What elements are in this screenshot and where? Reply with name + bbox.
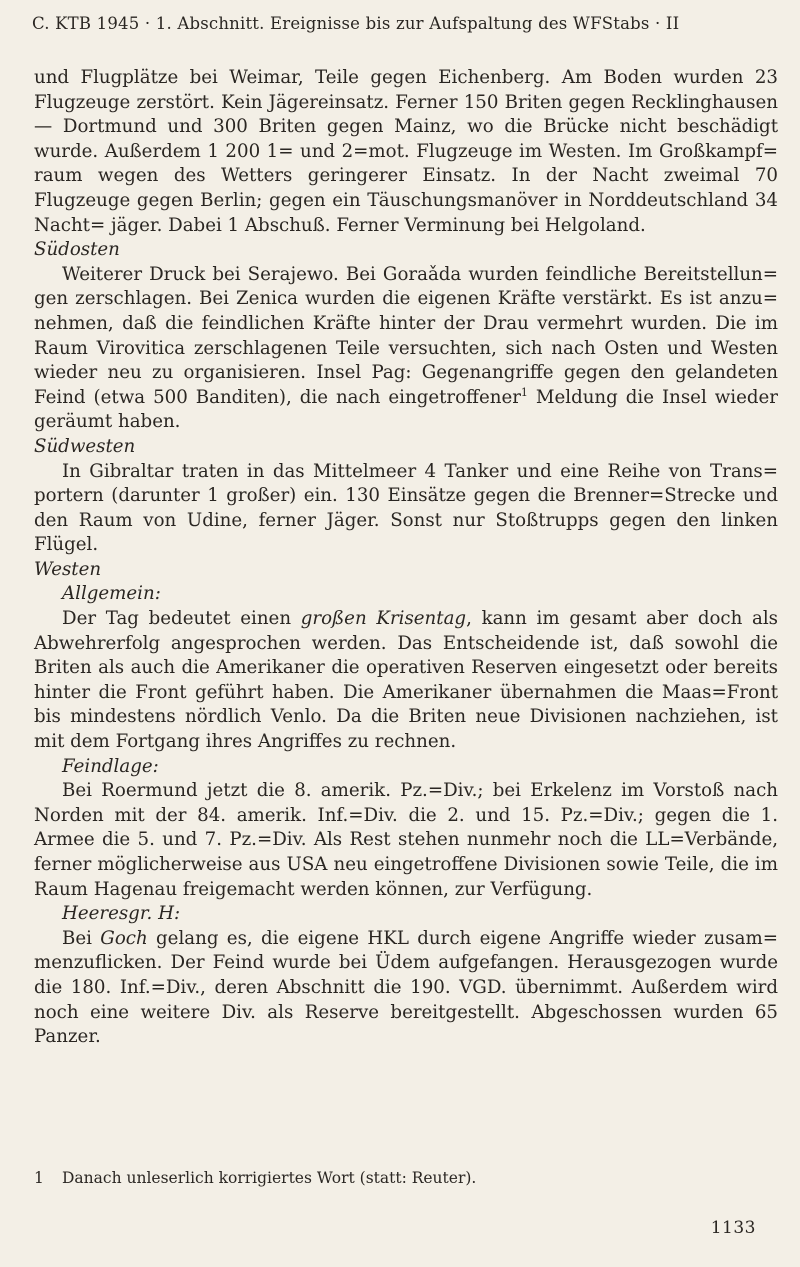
subheading-heeresgruppe-h: Heeresgr. H: — [62, 903, 181, 925]
paragraph-suedosten-tail: Meldung die Insel wieder geräumt haben. — [34, 386, 778, 433]
emphasis-goch: Goch — [100, 927, 148, 949]
paragraph-allgemein-start: Der Tag bedeutet einen — [62, 608, 301, 630]
paragraph-heeresgruppe-h — [34, 927, 778, 1050]
paragraph-suedosten — [34, 263, 778, 435]
main-text — [34, 66, 778, 1050]
section-heading-suedwesten: Südwesten — [34, 435, 136, 457]
footnote-number: 1 — [34, 1169, 44, 1187]
paragraph-suedwesten: In Gibraltar traten in das Mittelmeer 4 Tanker und eine Reihe von Trans= portern (darunter 1 großer) ein. 130 Einsätze gegen die Brenner=Strecke und den Raum von Udine, ferner Jäger. Sonst nur Stoßtrupps gegen den linken Flügel. — [34, 460, 778, 556]
paragraph-air-operations: und Flugplätze bei Weimar, Teile gegen Eichenberg. Am Boden wurden 23 Flugzeuge zerstört. Kein Jägereinsatz. Ferner 150 Briten gegen Recklinghausen — Dortmund und 300 Briten gegen Mainz, wo die Brücke nicht beschädigt wurde. Außerdem 1 200 1= und 2=mot. Flugzeuge im Westen. Im Großkampf= raum wegen des Wetters geringerer Einsatz. In der Nacht zweimal 70 Flugzeuge gegen Berlin; gegen ein Täuschungsmanöver in Norddeutschland 34 Nacht= jäger. Dabei 1 Abschuß. Ferner Verminung bei Helgoland. — [34, 67, 778, 236]
paragraph-feindlage: Bei Roermund jetzt die 8. amerik. Pz.=Div.; bei Erkelenz im Vorstoß nach Norden mit der 84. amerik. Inf.=Div. die 2. und 15. Pz.=Div.; gegen die 1. Armee die 5. und 7. Pz.=Div. Als Rest stehen nunmehr noch die LL=Verbände, ferner möglicherweise aus USA neu eingetroffene Divisionen sowie Teile, die im Raum Hagenau freigemacht werden können, zur Verfügung. — [34, 780, 778, 900]
footnote-text: Danach unleserlich korrigiertes Wort (statt: Reuter). — [62, 1169, 477, 1187]
paragraph-allgemein — [34, 607, 778, 755]
emphasis-krisentag: großen Krisentag — [300, 608, 467, 630]
paragraph-heeresgruppe-start: Bei — [62, 927, 101, 949]
subheading-feindlage: Feindlage: — [62, 755, 159, 777]
subheading-allgemein: Allgemein: — [62, 583, 161, 605]
running-header: C. KTB 1945 · 1. Abschnitt. Ereignisse bis zur Aufspaltung des WFStabs · II — [32, 14, 680, 33]
footnote-marker: 1 — [520, 385, 528, 399]
section-heading-westen: Westen — [34, 558, 102, 580]
paragraph-allgemein-rest: , kann im gesamt aber doch als Abwehrerfolg angesprochen werden. Das Entscheidende ist, daß sowohl die Briten als auch die Amerikaner die operativen Reserven eingesetzt oder bereits hinter die Front geführt haben. Die Amerikaner übernahmen die Maas=Front bis mindestens nördlich Venlo. Da die Briten neue Divisionen nachziehen, ist mit dem Fortgang ihres Angriffes zu rechnen. — [34, 608, 779, 753]
section-heading-suedosten: Südosten — [34, 239, 120, 261]
paragraph-heeresgruppe-rest: gelang es, die eigene HKL durch eigene Angriffe wieder zusam= menzuflicken. Der Feind wurde bei Üdem aufgefangen. Herausgezogen wurde die 180. Inf.=Div., deren Abschnitt die 190. VGD. übernimmt. Außerdem wird noch eine weitere Div. als Reserve bereitgestellt. Abgeschossen wurden 65 Panzer. — [34, 927, 778, 1048]
page-number: 1133 — [710, 1218, 756, 1238]
paragraph-suedosten-text: Weiterer Druck bei Serajewo. Bei Goraǎda wurden feindliche Bereitstellun= gen zerschlagen. Bei Zenica wurden die eigenen Kräfte verstärkt. Es ist anzu= nehmen, daß die feindlichen Kräfte hinter der Drau vermehrt wurden. Die im Raum Virovitica zerschlagenen Teile versuchten, sich nach Osten und Westen wieder neu zu organisieren. Insel Pag: Gegenangriffe gegen den gelandeten Feind (etwa 500 Banditen), die nach eingetroffener — [34, 263, 778, 408]
footnote — [34, 1169, 778, 1187]
